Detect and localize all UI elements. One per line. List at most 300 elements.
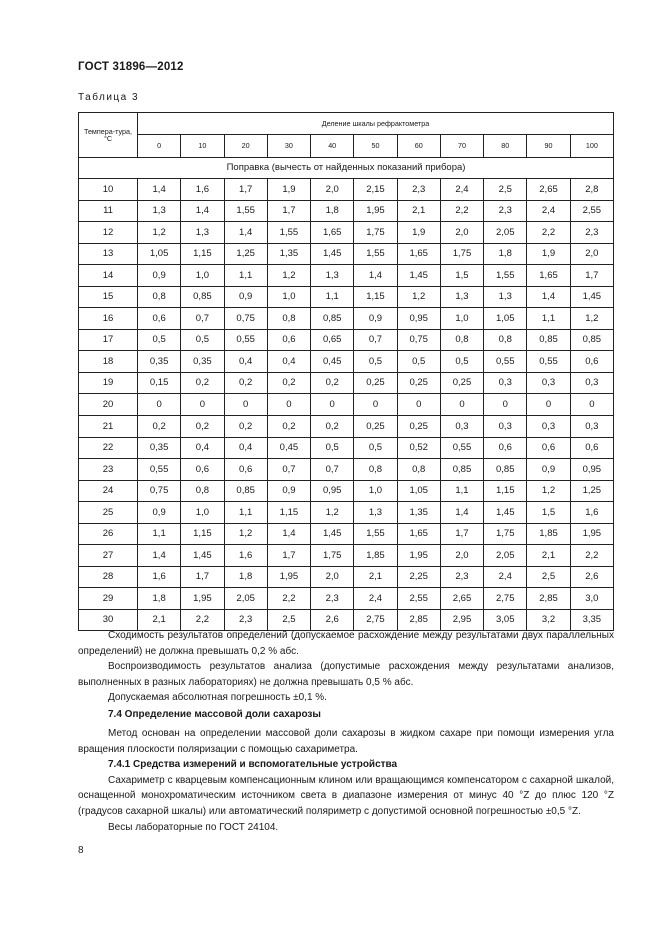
correction-cell: 1,4 <box>138 179 181 201</box>
correction-cell: 1,55 <box>354 523 397 545</box>
temperature-cell: 10 <box>79 179 138 201</box>
column-header: 80 <box>484 135 527 158</box>
section-7-4 <box>78 707 614 723</box>
temperature-cell: 12 <box>79 222 138 244</box>
correction-cell: 0,3 <box>527 372 570 394</box>
correction-cell: 1,25 <box>224 243 267 265</box>
correction-cell: 1,85 <box>527 523 570 545</box>
correction-cell: 1,4 <box>440 502 483 524</box>
correction-cell: 0,85 <box>527 329 570 351</box>
temperature-cell: 30 <box>79 609 138 631</box>
correction-cell: 0 <box>138 394 181 416</box>
correction-cell: 1,2 <box>138 222 181 244</box>
correction-note: Поправка (вычесть от найденных показаний прибора) <box>79 158 614 179</box>
table-row <box>79 588 614 610</box>
correction-cell: 1,6 <box>181 179 224 201</box>
correction-cell: 1,2 <box>570 308 613 330</box>
correction-cell: 2,65 <box>440 588 483 610</box>
table-row <box>79 179 614 201</box>
correction-cell: 1,45 <box>397 265 440 287</box>
correction-cell: 0,85 <box>440 459 483 481</box>
temperature-cell: 13 <box>79 243 138 265</box>
correction-cell: 0,25 <box>440 372 483 394</box>
correction-cell: 0 <box>570 394 613 416</box>
correction-cell: 1,0 <box>440 308 483 330</box>
correction-cell: 0,2 <box>267 372 310 394</box>
correction-cell: 1,15 <box>484 480 527 502</box>
correction-cell: 2,1 <box>138 609 181 631</box>
correction-cell: 2,2 <box>570 545 613 567</box>
correction-cell: 1,35 <box>267 243 310 265</box>
correction-cell: 2,0 <box>311 566 354 588</box>
correction-cell: 0,9 <box>138 265 181 287</box>
correction-cell: 0,3 <box>570 372 613 394</box>
correction-cell: 1,75 <box>440 243 483 265</box>
correction-cell: 0,2 <box>181 416 224 438</box>
correction-cell: 1,55 <box>267 222 310 244</box>
correction-cell: 2,2 <box>527 222 570 244</box>
correction-cell: 0,5 <box>397 351 440 373</box>
correction-cell: 2,25 <box>397 566 440 588</box>
correction-cell: 2,85 <box>397 609 440 631</box>
correction-cell: 0,6 <box>267 329 310 351</box>
table-row <box>79 286 614 308</box>
correction-cell: 3,05 <box>484 609 527 631</box>
temperature-cell: 22 <box>79 437 138 459</box>
correction-cell: 2,15 <box>354 179 397 201</box>
table-row <box>79 459 614 481</box>
temperature-cell: 25 <box>79 502 138 524</box>
correction-cell: 1,15 <box>181 243 224 265</box>
temperature-cell: 16 <box>79 308 138 330</box>
correction-cell: 0,3 <box>570 416 613 438</box>
correction-cell: 0,5 <box>181 329 224 351</box>
refractometer-correction-table <box>78 112 614 631</box>
correction-cell: 2,1 <box>354 566 397 588</box>
table-row <box>79 566 614 588</box>
correction-cell: 1,2 <box>267 265 310 287</box>
correction-cell: 0,3 <box>527 416 570 438</box>
correction-cell: 0,7 <box>267 459 310 481</box>
correction-cell: 1,25 <box>570 480 613 502</box>
correction-cell: 1,8 <box>224 566 267 588</box>
correction-cell: 0,4 <box>224 351 267 373</box>
correction-cell: 1,0 <box>267 286 310 308</box>
correction-cell: 1,65 <box>397 243 440 265</box>
temperature-header: Темпера-тура, °С <box>79 113 138 158</box>
temperature-cell: 19 <box>79 372 138 394</box>
correction-cell: 2,0 <box>440 545 483 567</box>
correction-cell: 2,1 <box>397 200 440 222</box>
correction-cell: 1,8 <box>484 243 527 265</box>
correction-cell: 0,9 <box>527 459 570 481</box>
correction-cell: 1,1 <box>440 480 483 502</box>
correction-cell: 0,2 <box>138 416 181 438</box>
table-caption: Таблица 3 <box>78 92 140 103</box>
correction-cell: 0,45 <box>311 351 354 373</box>
correction-cell: 0,25 <box>354 372 397 394</box>
column-header: 60 <box>397 135 440 158</box>
correction-cell: 1,95 <box>354 200 397 222</box>
correction-cell: 2,75 <box>484 588 527 610</box>
correction-cell: 1,45 <box>484 502 527 524</box>
table-row <box>79 222 614 244</box>
correction-cell: 0,5 <box>354 437 397 459</box>
correction-cell: 0,2 <box>267 416 310 438</box>
correction-cell: 0 <box>311 394 354 416</box>
correction-cell: 2,3 <box>224 609 267 631</box>
correction-cell: 1,0 <box>181 265 224 287</box>
correction-cell: 2,6 <box>570 566 613 588</box>
correction-cell: 3,2 <box>527 609 570 631</box>
correction-cell: 0,7 <box>354 329 397 351</box>
table-row <box>79 200 614 222</box>
correction-cell: 0,6 <box>570 351 613 373</box>
scales-paragraph: Весы лабораторные по ГОСТ 24104. <box>108 821 279 833</box>
correction-cell: 2,4 <box>527 200 570 222</box>
correction-cell: 0,2 <box>224 416 267 438</box>
body-text <box>78 628 614 706</box>
correction-cell: 2,5 <box>267 609 310 631</box>
correction-cell: 0,85 <box>570 329 613 351</box>
temperature-cell: 18 <box>79 351 138 373</box>
correction-cell: 0,6 <box>484 437 527 459</box>
correction-cell: 0,5 <box>138 329 181 351</box>
correction-cell: 3,35 <box>570 609 613 631</box>
correction-cell: 1,55 <box>354 243 397 265</box>
correction-cell: 1,7 <box>440 523 483 545</box>
temperature-cell: 11 <box>79 200 138 222</box>
correction-cell: 0,9 <box>224 286 267 308</box>
correction-cell: 1,85 <box>354 545 397 567</box>
column-header: 10 <box>181 135 224 158</box>
temperature-cell: 29 <box>79 588 138 610</box>
correction-cell: 0,75 <box>224 308 267 330</box>
temperature-cell: 20 <box>79 394 138 416</box>
correction-cell: 1,4 <box>527 286 570 308</box>
correction-cell: 0,35 <box>181 351 224 373</box>
correction-cell: 2,8 <box>570 179 613 201</box>
correction-cell: 0,55 <box>138 459 181 481</box>
correction-cell: 2,4 <box>440 179 483 201</box>
correction-cell: 2,2 <box>440 200 483 222</box>
correction-cell: 1,5 <box>527 502 570 524</box>
correction-cell: 3,0 <box>570 588 613 610</box>
correction-cell: 0,7 <box>311 459 354 481</box>
correction-cell: 0,8 <box>397 459 440 481</box>
correction-cell: 1,0 <box>181 502 224 524</box>
correction-cell: 0,2 <box>311 416 354 438</box>
correction-cell: 0,8 <box>181 480 224 502</box>
correction-cell: 0,5 <box>311 437 354 459</box>
correction-cell: 0 <box>224 394 267 416</box>
correction-cell: 1,15 <box>267 502 310 524</box>
correction-cell: 0,35 <box>138 437 181 459</box>
column-header: 50 <box>354 135 397 158</box>
correction-cell: 0,3 <box>484 416 527 438</box>
correction-cell: 0,65 <box>311 329 354 351</box>
correction-cell: 0,52 <box>397 437 440 459</box>
correction-cell: 0,2 <box>181 372 224 394</box>
correction-cell: 0,6 <box>181 459 224 481</box>
correction-cell: 0,45 <box>267 437 310 459</box>
correction-cell: 1,2 <box>224 523 267 545</box>
correction-cell: 0,8 <box>354 459 397 481</box>
column-header: 100 <box>570 135 613 158</box>
correction-cell: 2,6 <box>311 609 354 631</box>
temperature-cell: 14 <box>79 265 138 287</box>
table-row <box>79 480 614 502</box>
correction-cell: 1,95 <box>570 523 613 545</box>
correction-cell: 1,6 <box>138 566 181 588</box>
correction-cell: 2,95 <box>440 609 483 631</box>
correction-cell: 0,8 <box>440 329 483 351</box>
table-row <box>79 416 614 438</box>
correction-cell: 1,2 <box>527 480 570 502</box>
correction-cell: 0 <box>267 394 310 416</box>
correction-cell: 0,7 <box>181 308 224 330</box>
table-row <box>79 265 614 287</box>
correction-cell: 1,1 <box>527 308 570 330</box>
correction-cell: 1,9 <box>267 179 310 201</box>
correction-cell: 2,3 <box>440 566 483 588</box>
correction-cell: 2,3 <box>397 179 440 201</box>
correction-cell: 2,5 <box>484 179 527 201</box>
correction-cell: 2,05 <box>484 545 527 567</box>
correction-cell: 2,1 <box>527 545 570 567</box>
temperature-cell: 23 <box>79 459 138 481</box>
correction-cell: 0,85 <box>484 459 527 481</box>
correction-cell: 1,4 <box>354 265 397 287</box>
table-row <box>79 372 614 394</box>
correction-cell: 1,95 <box>397 545 440 567</box>
correction-cell: 0 <box>484 394 527 416</box>
correction-cell: 0,55 <box>224 329 267 351</box>
correction-cell: 1,95 <box>267 566 310 588</box>
correction-cell: 2,05 <box>484 222 527 244</box>
correction-cell: 1,75 <box>354 222 397 244</box>
correction-cell: 2,0 <box>440 222 483 244</box>
correction-cell: 0,9 <box>267 480 310 502</box>
correction-cell: 0,75 <box>138 480 181 502</box>
correction-cell: 1,7 <box>224 179 267 201</box>
column-header: 40 <box>311 135 354 158</box>
correction-cell: 0,55 <box>527 351 570 373</box>
correction-cell: 0,95 <box>397 308 440 330</box>
correction-cell: 0,25 <box>397 372 440 394</box>
table-row <box>79 351 614 373</box>
correction-cell: 1,8 <box>311 200 354 222</box>
table-row <box>79 308 614 330</box>
correction-cell: 0,3 <box>484 372 527 394</box>
correction-cell: 0,75 <box>397 329 440 351</box>
correction-cell: 1,05 <box>397 480 440 502</box>
correction-cell: 1,1 <box>224 502 267 524</box>
correction-cell: 1,35 <box>397 502 440 524</box>
correction-cell: 1,45 <box>181 545 224 567</box>
correction-cell: 1,1 <box>138 523 181 545</box>
correction-cell: 1,7 <box>267 545 310 567</box>
table-row <box>79 502 614 524</box>
correction-cell: 0,8 <box>138 286 181 308</box>
table-row <box>79 523 614 545</box>
correction-cell: 2,3 <box>311 588 354 610</box>
table-row <box>79 437 614 459</box>
correction-cell: 1,45 <box>311 243 354 265</box>
correction-cell: 0,85 <box>311 308 354 330</box>
correction-cell: 0 <box>181 394 224 416</box>
table-row <box>79 329 614 351</box>
correction-cell: 2,4 <box>484 566 527 588</box>
column-header: 30 <box>267 135 310 158</box>
correction-cell: 0,6 <box>224 459 267 481</box>
correction-cell: 1,7 <box>181 566 224 588</box>
column-header: 70 <box>440 135 483 158</box>
correction-cell: 1,75 <box>484 523 527 545</box>
correction-cell: 0 <box>527 394 570 416</box>
correction-cell: 1,9 <box>527 243 570 265</box>
correction-cell: 0 <box>354 394 397 416</box>
column-header: 0 <box>138 135 181 158</box>
correction-cell: 2,2 <box>181 609 224 631</box>
correction-cell: 1,4 <box>138 545 181 567</box>
correction-cell: 0,2 <box>311 372 354 394</box>
correction-cell: 2,75 <box>354 609 397 631</box>
correction-cell: 0,6 <box>527 437 570 459</box>
correction-cell: 1,2 <box>397 286 440 308</box>
correction-cell: 1,55 <box>484 265 527 287</box>
temperature-cell: 17 <box>79 329 138 351</box>
correction-cell: 2,0 <box>570 243 613 265</box>
correction-cell: 1,3 <box>440 286 483 308</box>
correction-cell: 0,25 <box>397 416 440 438</box>
correction-cell: 1,8 <box>138 588 181 610</box>
temperature-cell: 27 <box>79 545 138 567</box>
correction-cell: 0,95 <box>311 480 354 502</box>
correction-cell: 1,5 <box>440 265 483 287</box>
correction-cell: 2,0 <box>311 179 354 201</box>
correction-cell: 1,3 <box>181 222 224 244</box>
column-header: 20 <box>224 135 267 158</box>
section-7-4-body <box>78 726 614 835</box>
correction-cell: 1,75 <box>311 545 354 567</box>
correction-cell: 0,55 <box>484 351 527 373</box>
correction-cell: 0,95 <box>570 459 613 481</box>
correction-cell: 1,9 <box>397 222 440 244</box>
correction-cell: 0,85 <box>181 286 224 308</box>
correction-cell: 0,2 <box>224 372 267 394</box>
correction-cell: 1,6 <box>224 545 267 567</box>
correction-cell: 2,65 <box>527 179 570 201</box>
correction-cell: 0,3 <box>440 416 483 438</box>
document-header: ГОСТ 31896—2012 <box>78 61 184 73</box>
saccharimeter-paragraph: Сахариметр с кварцевым компенсационным клином или вращающимся компенсатором с сахарной шкалой, оснащенной монохроматическим источником света в диапазоне измерения от минус 40 °Z до плюс 120 °Z (градусов сахарной шкалы) или автоматический поляриметр с допустимой основной погрешностью ±0,5 °Z. <box>78 774 614 817</box>
table-row <box>79 394 614 416</box>
correction-cell: 0 <box>397 394 440 416</box>
correction-cell: 0,55 <box>440 437 483 459</box>
correction-cell: 1,2 <box>311 502 354 524</box>
correction-cell: 2,4 <box>354 588 397 610</box>
abs-error-paragraph: Допускаемая абсолютная погрешность ±0,1 %. <box>108 692 327 704</box>
correction-cell: 0,4 <box>267 351 310 373</box>
correction-cell: 0,9 <box>138 502 181 524</box>
correction-cell: 1,55 <box>224 200 267 222</box>
correction-cell: 1,3 <box>311 265 354 287</box>
correction-cell: 1,3 <box>354 502 397 524</box>
correction-cell: 1,6 <box>570 502 613 524</box>
temperature-cell: 28 <box>79 566 138 588</box>
correction-cell: 0 <box>440 394 483 416</box>
correction-cell: 1,65 <box>311 222 354 244</box>
correction-cell: 1,4 <box>224 222 267 244</box>
correction-cell: 1,05 <box>484 308 527 330</box>
correction-cell: 2,05 <box>224 588 267 610</box>
correction-cell: 2,85 <box>527 588 570 610</box>
section-7-4-1-heading: 7.4.1 Средства измерений и вспомогательные устройства <box>108 759 398 771</box>
correction-cell: 0,15 <box>138 372 181 394</box>
correction-cell: 1,3 <box>138 200 181 222</box>
correction-cell: 1,15 <box>181 523 224 545</box>
correction-cell: 0,85 <box>224 480 267 502</box>
reproducibility-paragraph: Воспроизводимость результатов анализа (допустимые расхождения между результатами анализов, выполненных в разных лабораториях) не должна превышать 0,5 % абс. <box>78 661 614 688</box>
correction-cell: 2,5 <box>527 566 570 588</box>
correction-cell: 0,6 <box>570 437 613 459</box>
temperature-cell: 15 <box>79 286 138 308</box>
correction-cell: 1,0 <box>354 480 397 502</box>
correction-cell: 1,45 <box>311 523 354 545</box>
table-row <box>79 243 614 265</box>
correction-cell: 1,3 <box>484 286 527 308</box>
correction-cell: 0,4 <box>224 437 267 459</box>
correction-cell: 1,4 <box>267 523 310 545</box>
correction-cell: 0,6 <box>138 308 181 330</box>
correction-cell: 0,9 <box>354 308 397 330</box>
correction-cell: 1,65 <box>397 523 440 545</box>
repeatability-paragraph: Сходимость результатов определений (допускаемое расхождение между результатами двух параллельных определений) не должна превышать 0,2 % абс. <box>78 630 614 657</box>
correction-cell: 0,8 <box>484 329 527 351</box>
table-row <box>79 545 614 567</box>
correction-cell: 2,55 <box>397 588 440 610</box>
correction-cell: 1,95 <box>181 588 224 610</box>
method-paragraph: Метод основан на определении массовой доли сахарозы в жидком сахаре при помощи измерения угла вращения плоскости поляризации с помощью сахариметра. <box>78 728 614 755</box>
temperature-cell: 26 <box>79 523 138 545</box>
correction-cell: 2,2 <box>267 588 310 610</box>
correction-cell: 2,3 <box>484 200 527 222</box>
correction-cell: 1,05 <box>138 243 181 265</box>
correction-cell: 1,65 <box>527 265 570 287</box>
temperature-cell: 24 <box>79 480 138 502</box>
division-header: Деление шкалы рефрактометра <box>138 113 614 135</box>
correction-cell: 0,35 <box>138 351 181 373</box>
column-header: 90 <box>527 135 570 158</box>
correction-cell: 0,25 <box>354 416 397 438</box>
section-7-4-heading: 7.4 Определение массовой доли сахарозы <box>108 709 321 720</box>
temperature-cell: 21 <box>79 416 138 438</box>
correction-cell: 1,15 <box>354 286 397 308</box>
correction-cell: 0,8 <box>267 308 310 330</box>
correction-cell: 0,4 <box>181 437 224 459</box>
correction-cell: 2,55 <box>570 200 613 222</box>
correction-cell: 2,3 <box>570 222 613 244</box>
correction-cell: 1,7 <box>267 200 310 222</box>
correction-cell: 1,1 <box>311 286 354 308</box>
correction-cell: 1,4 <box>181 200 224 222</box>
correction-cell: 0,5 <box>354 351 397 373</box>
page-number: 8 <box>78 845 84 856</box>
correction-cell: 1,7 <box>570 265 613 287</box>
correction-cell: 0,5 <box>440 351 483 373</box>
correction-cell: 1,1 <box>224 265 267 287</box>
